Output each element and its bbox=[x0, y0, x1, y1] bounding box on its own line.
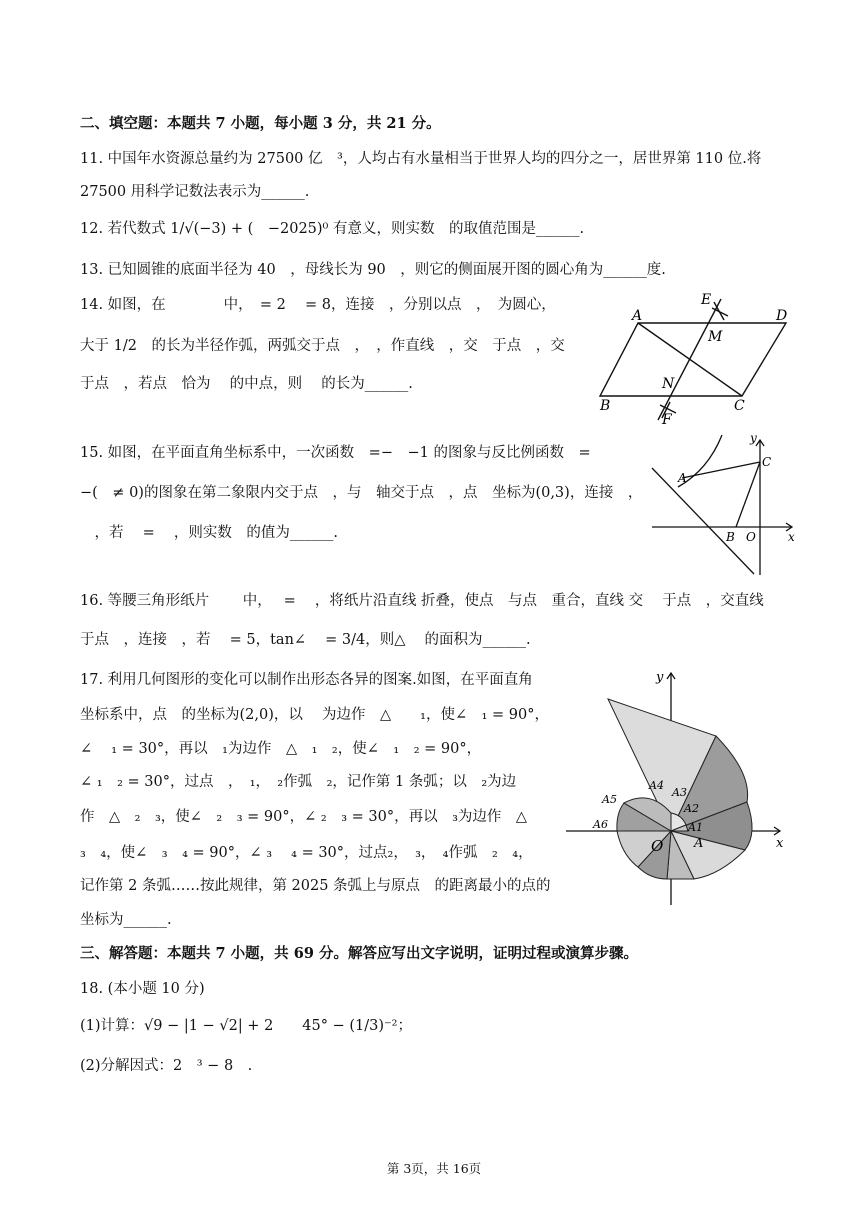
label-q17-y: y bbox=[656, 670, 664, 685]
q17-line7: 记作第 2 条弧……按此规律，第 2025 条弧上与原点 的距离最小的点的 bbox=[80, 878, 551, 894]
q15-line1: 15. 如图，在平面直角坐标系中，一次函数 =− −1 的图象与反比例函数 = bbox=[80, 445, 591, 461]
label-q17-O: O bbox=[651, 837, 664, 855]
q17-line4: ∠ ₁ ₂ = 30°，过点 ， ₁， ₂作弧 ₂，记作第 1 条弧；以 ₂为边 bbox=[80, 774, 517, 790]
label-q14-M: M bbox=[708, 329, 723, 345]
page-footer: 第 3页，共 16页 bbox=[386, 1161, 482, 1176]
q15-line2: −( ≠ 0)的图象在第二象限内交于点 ，与 轴交于点 ，点 坐标为(0,3)，连接 ， bbox=[80, 485, 643, 501]
q18-part2: (2)分解因式：2 ³ − 8 . bbox=[80, 1058, 253, 1074]
q14-line1: 14. 如图，在 中， = 2 = 8，连接 ，分别以点 ， 为圆心， bbox=[80, 297, 556, 313]
q14-line2: 大于 1/2 的长为半径作弧，两弧交于点 ， ，作直线 ，交 于点 ，交 bbox=[80, 338, 565, 354]
label-q14-F: F bbox=[662, 412, 672, 428]
label-q17-x: x bbox=[776, 836, 784, 851]
q16-line2: 于点 ，连接 ，若 = 5，tan∠ = 3/4，则△ 的面积为______. bbox=[80, 632, 531, 648]
section2-heading: 二、填空题：本题共 7 小题，每小题 3 分，共 21 分。 bbox=[80, 115, 441, 132]
figure-q15-coordinate bbox=[648, 430, 808, 578]
q18-part1: (1)计算：√9 − |1 − √2| + 2 45° − (1/3)⁻²； bbox=[80, 1018, 412, 1034]
q17-line1: 17. 利用几何图形的变化可以制作出形态各异的图案.如图，在平面直角 bbox=[80, 672, 533, 688]
label-q14-A: A bbox=[632, 308, 643, 324]
label-q15-A: A bbox=[678, 471, 687, 485]
label-q14-B: B bbox=[600, 398, 611, 414]
q17-line2: 坐标系中，点 的坐标为(2,0)，以 为边作 △ ₁，使∠ ₁ = 90°， bbox=[80, 707, 549, 723]
q17-line6: ₃ ₄，使∠ ₃ ₄ = 90°，∠ ₃ ₄ = 30°，过点₂， ₃， ₄作弧 ₂ ₄， bbox=[80, 845, 533, 861]
label-q15-y: y bbox=[750, 431, 757, 445]
section3-heading: 三、解答题：本题共 7 小题，共 69 分。解答应写出文字说明，证明过程或演算步骤。 bbox=[80, 945, 638, 962]
label-q15-O: O bbox=[746, 530, 756, 544]
q17-line3: ∠ ₁ = 30°，再以 ₁为边作 △ ₁ ₂，使∠ ₁ ₂ = 90°， bbox=[80, 741, 482, 757]
q11-line2: 27500 用科学记数法表示为______. bbox=[80, 184, 310, 200]
q13-line: 13. 已知圆锥的底面半径为 40 ，母线长为 90 ，则它的侧面展开图的圆心角为______度. bbox=[80, 262, 666, 278]
label-q17-A3: A3 bbox=[672, 786, 687, 799]
label-q17-A4: A4 bbox=[649, 779, 664, 792]
q14-line3: 于点 ，若点 恰为 的中点，则 的长为______. bbox=[80, 376, 413, 392]
label-q15-B: B bbox=[726, 530, 735, 544]
q17-line5: 作 △ ₂ ₃，使∠ ₂ ₃ = 90°，∠ ₂ ₃ = 30°，再以 ₃为边作 △ bbox=[80, 809, 528, 825]
figure-q14-parallelogram bbox=[590, 290, 830, 430]
q15-line3: ，若 = ，则实数 的值为______. bbox=[80, 525, 338, 541]
q18-title: 18. (本小题 10 分) bbox=[80, 981, 205, 997]
q16-line1: 16. 等腰三角形纸片 中， = ，将纸片沿直线 折叠，使点 与点 重合，直线 交 于点 ，交直线 bbox=[80, 593, 764, 609]
q17-line8: 坐标为______. bbox=[80, 912, 172, 928]
label-q17-A6: A6 bbox=[593, 818, 608, 831]
label-q14-E: E bbox=[701, 292, 712, 308]
label-q17-A1: A1 bbox=[688, 821, 703, 834]
q11-line1: 11. 中国年水资源总量约为 27500 亿 ³，人均占有水量相当于世界人均的四分之一，居世界第 110 位.将 bbox=[80, 151, 762, 167]
label-q15-x: x bbox=[788, 530, 795, 544]
label-q17-A5: A5 bbox=[602, 793, 617, 806]
label-q14-N: N bbox=[662, 376, 675, 392]
figure-q17-spiral bbox=[560, 665, 800, 910]
q12-line: 12. 若代数式 1/√(−3) + ( −2025)⁰ 有意义，则实数 的取值范围是______. bbox=[80, 221, 585, 237]
label-q17-A2: A2 bbox=[684, 802, 699, 815]
label-q15-C: C bbox=[762, 455, 772, 469]
label-q14-C: C bbox=[734, 398, 745, 414]
label-q17-A: A bbox=[694, 836, 704, 851]
label-q14-D: D bbox=[776, 308, 788, 324]
